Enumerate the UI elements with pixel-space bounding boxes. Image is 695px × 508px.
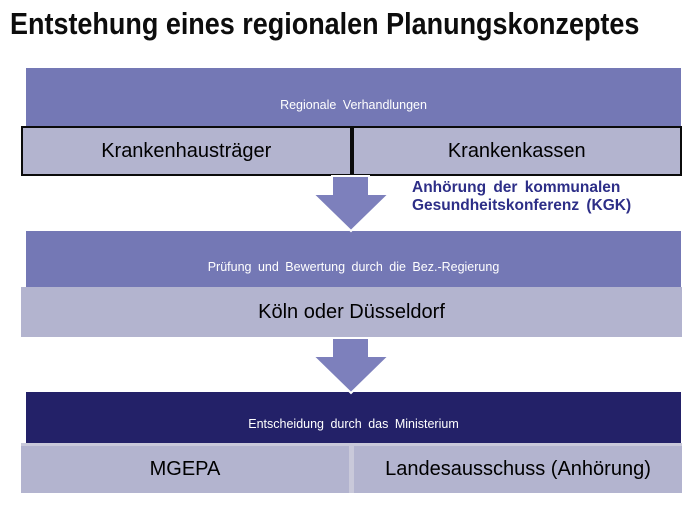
cell-krankenhaustraeger [21,126,352,176]
kgk-annotation-line1: Anhörung der kommunalen [412,179,621,196]
kgk-annotation-line2: Gesundheitskonferenz (KGK) [412,197,632,214]
block-pruefung-cells [21,287,682,337]
block-pruefung-header [26,231,681,287]
cell-mgepa [21,446,349,493]
block-regionale-verhandlungen-header [26,68,681,126]
kgk-annotation [412,179,631,215]
block-header-label: Entscheidung durch das Ministerium [248,417,459,431]
cell-label: Krankenkassen [447,139,586,162]
cell-label: Krankenhausträger [101,139,272,162]
cell-koeln-oder-duesseldorf [21,287,682,337]
block-entscheidung-cells [21,443,682,493]
cell-label: Landesausschuss (Anhörung) [385,458,651,480]
block-regionale-verhandlungen-cells [21,126,682,176]
down-arrow-icon [312,337,390,395]
block-entscheidung-header [26,392,681,443]
cell-label: MGEPA [149,458,221,480]
block-header-label: Prüfung und Bewertung durch die Bez.-Regierung [207,260,500,274]
cell-label: Köln oder Düsseldorf [258,300,445,323]
block-header-label: Regionale Verhandlungen [280,98,427,112]
page-title: Entstehung eines regionalen Planungskonzeptes [10,6,640,41]
down-arrow-icon [312,175,390,233]
cell-landesausschuss [354,446,682,493]
cell-krankenkassen [352,126,683,176]
